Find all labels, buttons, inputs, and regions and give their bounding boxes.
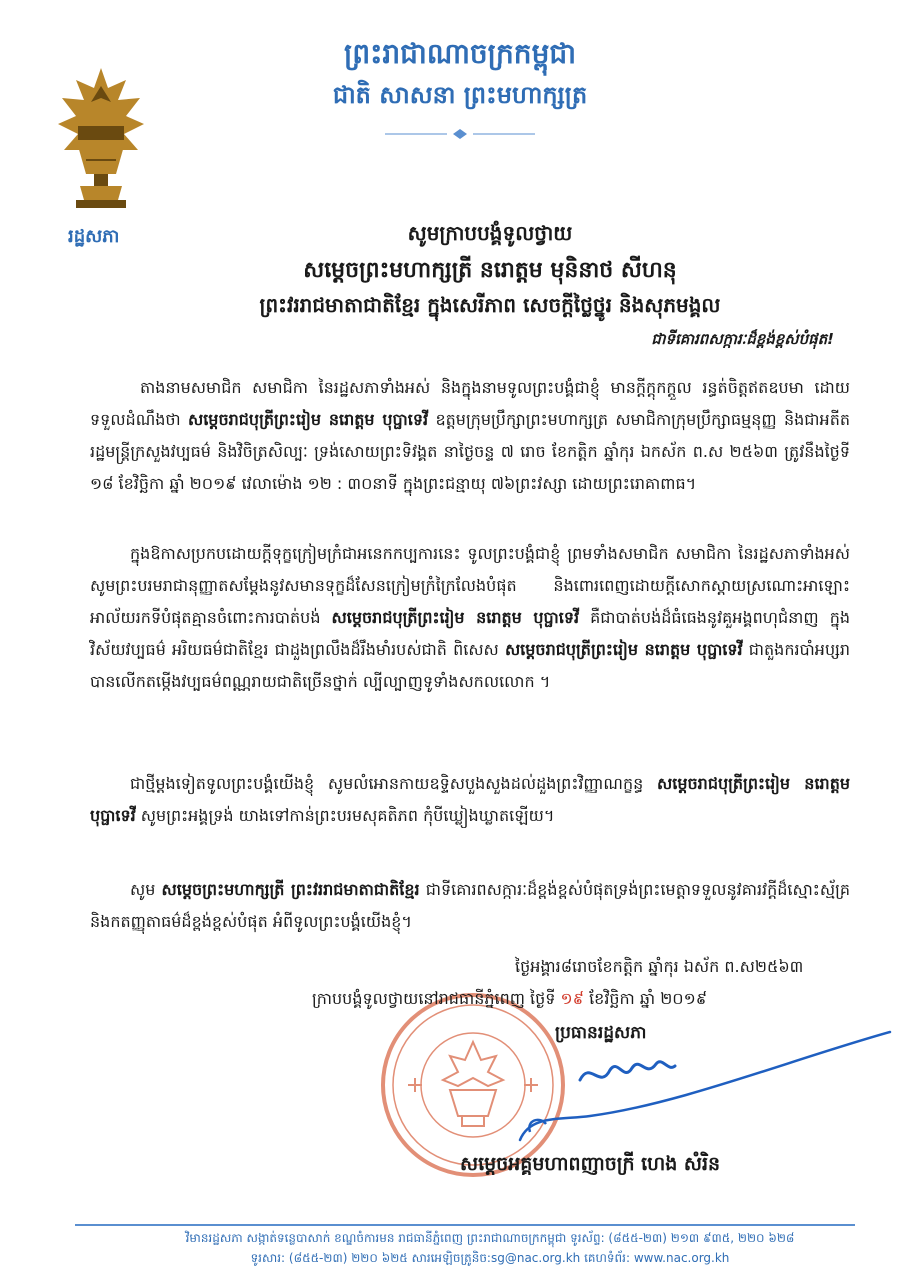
honorific-line: ជាទីគោរពសក្ការៈដ៏ខ្ពង់ខ្ពស់បំផុត! xyxy=(651,330,834,348)
queen-mother-name: សម្តេចព្រះមហាក្សត្រី ព្រះវររាជមាតាជាតិខ្មែរ xyxy=(161,880,420,899)
paragraph-1-text-a: តាងនាមសមាជិក សមាជិកា នៃរដ្ឋសភាទាំងអស់ និងក្នុងនាមទូលព្រះបង្គំជាខ្ញុំ មានក្តីក្តុកក្តួល រន្ធត់ចិត្តឥតឧបមា ដោយទទួលដំណឹងថា xyxy=(90,378,850,429)
princess-name: សម្តេចរាជបុត្រីព្រះរៀម នរោត្តម បុប្ផាទេវី xyxy=(331,608,580,627)
paragraph-4-text-b: ជាទីគោរពសក្ការៈដ៏ខ្ពង់ខ្ពស់បំផុតទ្រង់ព្រះមេត្តាទទួលនូវគារវក្តីដ៏ស្មោះស្ម័គ្រ និងកតញ្ញុតាធម៌ដ៏ខ្ពង់ខ្ពស់បំផុត អំពីទូលព្រះបង្គំយើងខ្ញុំ។ xyxy=(90,880,850,931)
paragraph-4-text-a: សូម xyxy=(130,880,156,899)
handwritten-signature xyxy=(500,1020,900,1150)
paragraph-4 xyxy=(90,874,850,938)
signer-name: សម្តេចអគ្គមហាពញាចក្រី ហេង សំរិន xyxy=(460,1153,721,1175)
lunar-date: ថ្ងៃអង្គារ៨រោចខែកត្តិក ឆ្នាំកុរ ឯស័ក ព.ស២៥៦៣ xyxy=(515,957,804,976)
senate-label: រដ្ឋសភា xyxy=(68,226,120,247)
footer-contact: ទូរសារ: (៨៥៥-២៣) ២២០ ៦២៥ សារអេឡិចត្រូនិច:sg@nac.org.kh គេហទំព័រ: www.nac.org.kh xyxy=(250,1251,730,1265)
paragraph-2-text-a: ក្នុងឱកាសប្រកបដោយក្តីទុក្ខក្រៀមក្រំជាអនេកកប្បការនេះ ទូលព្រះបង្គំជាខ្ញុំ ព្រមទាំងសមាជិក សមាជិកា នៃរដ្ឋសភាទាំងអស់ សូមព្រះបរមរាជានុញ្ញាតសម្តែងនូវសមានទុក្ខដ៏សែនក្រៀមក្រំក្រៃលែងបំផុត និងពោរពេញដោយក្តីសោកស្តាយស្រណោះអាឡោះអាល័យរកទីបំផុតគ្មានចំពោះការបាត់បង់ xyxy=(90,544,850,627)
footer-address: វិមានរដ្ឋសភា សង្កាត់ទន្លេបាសាក់ ខណ្ឌចំការមន រាជធានីភ្នំពេញ ព្រះរាជាណាចក្រកម្ពុជា ទូរស័ព្ទ: (៨៥៥-២៣) ២១៣ ៩៣៥, ២២០ ៦២៨ xyxy=(185,1231,795,1245)
footer-divider xyxy=(75,1224,855,1226)
recipient-title: ព្រះវររាជមាតាជាតិខ្មែរ ក្នុងសេរីភាព សេចក្តីថ្លៃថ្នូរ និងសុភមង្គល xyxy=(259,293,721,317)
princess-name: សម្តេចរាជបុត្រីព្រះរៀម នរោត្តម បុប្ផាទេវី xyxy=(90,774,851,825)
royal-emblem-icon xyxy=(56,68,146,228)
paragraph-3-text-b: សូមព្រះអង្គទ្រង់ យាងទៅកាន់ព្រះបរមសុគតិភព កុំបីឃ្លៀងឃ្លាតឡើយ។ xyxy=(140,806,555,825)
paragraph-3 xyxy=(90,768,850,832)
paragraph-1-text-b: ឧត្តមក្រុមប្រឹក្សាព្រះមហាក្សត្រ សមាជិកាក្រុមប្រឹក្សាធម្មនុញ្ញ និងជាអតីត រដ្ឋមន្ត្រីក្រសួងវប្បធម៌ និងវិចិត្រសិល្បៈ ទ្រង់សោយព្រះទិវង្គត នាថ្ងៃចន្ទ ៧ រោច ខែកត្តិក ឆ្នាំកុរ ឯកស័ក ព.ស ២៥៦៣ ត្រូវនឹងថ្ងៃទី ១៨ ខែវិច្ឆិកា ឆ្នាំ ២០១៩ វេលាម៉ោង ១២ : ៣០នាទី ក្នុងព្រះជន្មាយុ ៧៦ព្រះវស្សា ដោយព្រះរោគាពាធ។ xyxy=(90,410,851,493)
solar-date-day: ១៩ xyxy=(560,989,584,1008)
paragraph-1 xyxy=(90,372,850,500)
paragraph-2-text-b: គឺជាបាត់បង់ដ៏ធំធេងនូវគួអង្គពហុជំនាញ ក្នុងវិស័យវប្បធម៌ អរិយធម៌ជាតិខ្មែរ ជាដួងព្រលឹងដ៏រឹងមាំរបស់ជាតិ ពិសេស xyxy=(90,608,851,659)
paragraph-3-text-a: ជាថ្មីម្តងទៀតទូលព្រះបង្គំយើងខ្ញុំ សូមលំអោនកាយឧទ្ទិសបួងសួងដល់ដួងព្រះវិញ្ញាណក្ខន្ធ xyxy=(130,774,644,793)
solar-date-suffix: ខែវិច្ឆិកា ឆ្នាំ ២០១៩ xyxy=(589,989,708,1008)
kingdom-title: ព្រះរាជាណាចក្រកម្ពុជា xyxy=(343,37,576,70)
paragraph-2 xyxy=(90,538,850,698)
paragraph-2-text-c: ជាតួងករបាំអប្សរា បានលើកតម្កើងវប្បធម៌ពណ្ណរាយជាតិច្រើនថ្នាក់ ល្បីល្បាញទូទាំងសកលលោក ។ xyxy=(90,640,851,691)
solar-date xyxy=(312,988,707,1012)
signer-title: ប្រធានរដ្ឋសភា xyxy=(555,1023,647,1043)
princess-name: សម្តេចរាជបុត្រីព្រះរៀម នរោត្តម បុប្ផាទេវី xyxy=(504,640,743,659)
princess-name: សម្តេចរាជបុត្រីព្រះរៀម នរោត្តម បុប្ផាទេវី xyxy=(187,410,429,429)
salutation-line: សូមក្រាបបង្គំទូលថ្វាយ xyxy=(407,221,573,245)
national-motto: ជាតិ សាសនា ព្រះមហាក្សត្រ xyxy=(332,80,588,109)
solar-date-prefix: ក្រាបបង្គំទូលថ្វាយនៅរាជធានីភ្នំពេញ ថ្ងៃទី xyxy=(312,989,556,1008)
header-ornament-divider xyxy=(385,128,535,140)
recipient-name: សម្តេចព្រះមហាក្សត្រី នរោត្តម មុនិនាថ សីហនុ xyxy=(303,257,677,283)
